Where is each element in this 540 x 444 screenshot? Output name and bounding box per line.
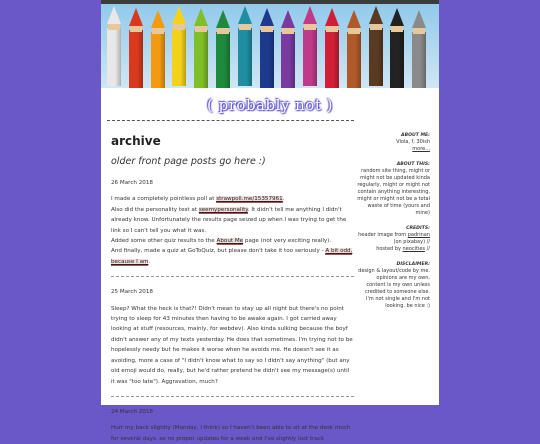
disclaimer-heading: DISCLAIMER: [396, 262, 430, 267]
pencil-tip [281, 10, 295, 28]
pencil-11 [325, 8, 339, 88]
pencil-6 [216, 10, 230, 88]
text: I made a completely pointless poll at [111, 196, 217, 203]
site-title[interactable]: ( probably not ) [207, 96, 333, 114]
disclaimer-text: design & layout/code by me. opinions are my own, content is my own unless credited to someone else. I'm not single and I'm not looking. be nice :) [358, 268, 430, 309]
pencil-tip [303, 6, 317, 24]
header-top-bar [101, 0, 439, 4]
pencil-tip [151, 10, 165, 28]
main-content [111, 134, 354, 444]
credits-heading: CREDITS: [406, 226, 430, 231]
post-paragraph [111, 205, 354, 236]
page-container [101, 0, 439, 442]
about-this-text: random site thing, might or might not be updated kinda regularly, might or might not contain anything interesting, might or might not be a total waste of time (yours and mine) [357, 168, 430, 216]
text: hosted by [376, 246, 403, 252]
pencil-body [129, 30, 143, 88]
about-me-line: Viola, f, 30ish [396, 139, 430, 145]
text: // [425, 246, 430, 252]
pencil-tip [390, 8, 404, 26]
page-subheading: older front page posts go here :) [111, 156, 266, 167]
text: header image from [358, 232, 408, 238]
pencil-body [216, 32, 230, 88]
pencil-9 [281, 10, 295, 88]
about-this-block [356, 161, 430, 217]
pencil-4 [172, 6, 186, 86]
disclaimer-block [356, 261, 430, 310]
pencil-tip [216, 10, 230, 28]
pencil-tip [238, 6, 252, 24]
text: . It didn't tell me anything I didn't already know. Unfortunately the results page seized up when I was trying to get the link so I can't tell you what it was. [111, 206, 347, 234]
pencil-tip [369, 6, 383, 24]
strawpoll-link[interactable]: strawpoll.me/15357961 [216, 196, 283, 203]
credits-block [356, 225, 430, 253]
about-me-heading: ABOUT ME: [401, 133, 430, 138]
text: page (not very exciting really). [243, 238, 332, 245]
post-date: 24 March 2018 [111, 408, 153, 415]
text: Added some other quiz results to the [111, 238, 217, 245]
text: And finally, made a quiz at GoToQuiz, but please don't take it too seriously - [111, 248, 326, 255]
pencil-tip [347, 10, 361, 28]
pencil-13 [369, 6, 383, 86]
pencil-body [172, 28, 186, 86]
pencil-10 [303, 6, 317, 86]
text: Also did the personality test at [111, 206, 199, 213]
pencil-body [325, 30, 339, 88]
pencil-tip [194, 8, 208, 26]
text: (on pixabay) // [393, 239, 430, 245]
post-paragraph [111, 246, 354, 267]
pencil-body [390, 30, 404, 88]
neocities-link[interactable]: neocities [402, 246, 426, 252]
post-separator [111, 276, 354, 277]
post-body [111, 304, 354, 387]
text: . [148, 258, 151, 265]
post-body [111, 194, 354, 267]
pencil-tip [172, 6, 186, 24]
pencil-12 [347, 10, 361, 88]
about-me-block [356, 132, 430, 153]
pencil-15 [412, 10, 426, 88]
about-this-heading: ABOUT THIS: [396, 162, 430, 167]
pencil-body [194, 30, 208, 88]
title-divider [107, 120, 354, 121]
page-heading: archive [111, 134, 161, 148]
pencil-8 [260, 8, 274, 88]
pencil-tip [325, 8, 339, 26]
header-image [101, 0, 439, 88]
post-paragraph: Hurt my back slightly (Monday, I think) so I haven't been able to sit at the desk much for several days, so no proper updates for a week and I've slightly lost track [111, 425, 351, 442]
pencil-3 [151, 10, 165, 88]
text: . [282, 196, 285, 203]
post-paragraph: Sleep? What the heck is that?! Didn't mean to stay up all night but there's no point trying to sleep for 43 minutes then having to be awake again. I got carried away looking at stuff (resources, mainly, for webdev). Also kinda sulking because the boyf didn't answer any of my texts yesterday. He does that sometimes. I'm trying not to be hopelessly needy but he makes it worse when he avoids me. He doesn't see it as avoiding, more a case of "I didn't know what to say so I didn't say anything" (but any old emoji would do, really, but he'd rather pretend he didn't see my message(s) until it was "too late"). Aggravation, much? [111, 305, 353, 385]
pencil-body [260, 30, 274, 88]
post-date: 26 March 2018 [111, 180, 153, 186]
about-me-more-link[interactable]: more... [412, 146, 430, 152]
pencil-body [412, 32, 426, 88]
about-me-link[interactable]: About Me [216, 238, 244, 245]
pencil-7 [238, 6, 252, 86]
pencil-tip [260, 8, 274, 26]
post-date: 25 March 2018 [111, 289, 153, 296]
post-body [111, 423, 354, 444]
padrinan-link[interactable]: padrinan [407, 232, 430, 238]
pencil-tip [412, 10, 426, 28]
pencil-body [281, 32, 295, 88]
pencil-5 [194, 8, 208, 88]
pencil-tip [107, 6, 121, 24]
pencil-body [107, 28, 121, 86]
pencil-1 [107, 6, 121, 86]
pencil-body [151, 32, 165, 88]
pencil-body [369, 28, 383, 86]
post-paragraph [111, 194, 354, 204]
credits-hosted-line [356, 246, 430, 253]
pencil-body [303, 28, 317, 86]
quiz-link[interactable]: A bit odd, because I am [111, 248, 353, 265]
personality-link[interactable]: seemypersonality [198, 206, 248, 213]
pencil-14 [390, 8, 404, 88]
pencil-tip [129, 8, 143, 26]
post-separator [111, 396, 354, 397]
credits-header-line [356, 232, 430, 246]
pencil-body [347, 32, 361, 88]
sidebar [356, 132, 430, 318]
pencil-body [238, 28, 252, 86]
pencil-2 [129, 8, 143, 88]
post-paragraph [111, 236, 354, 246]
